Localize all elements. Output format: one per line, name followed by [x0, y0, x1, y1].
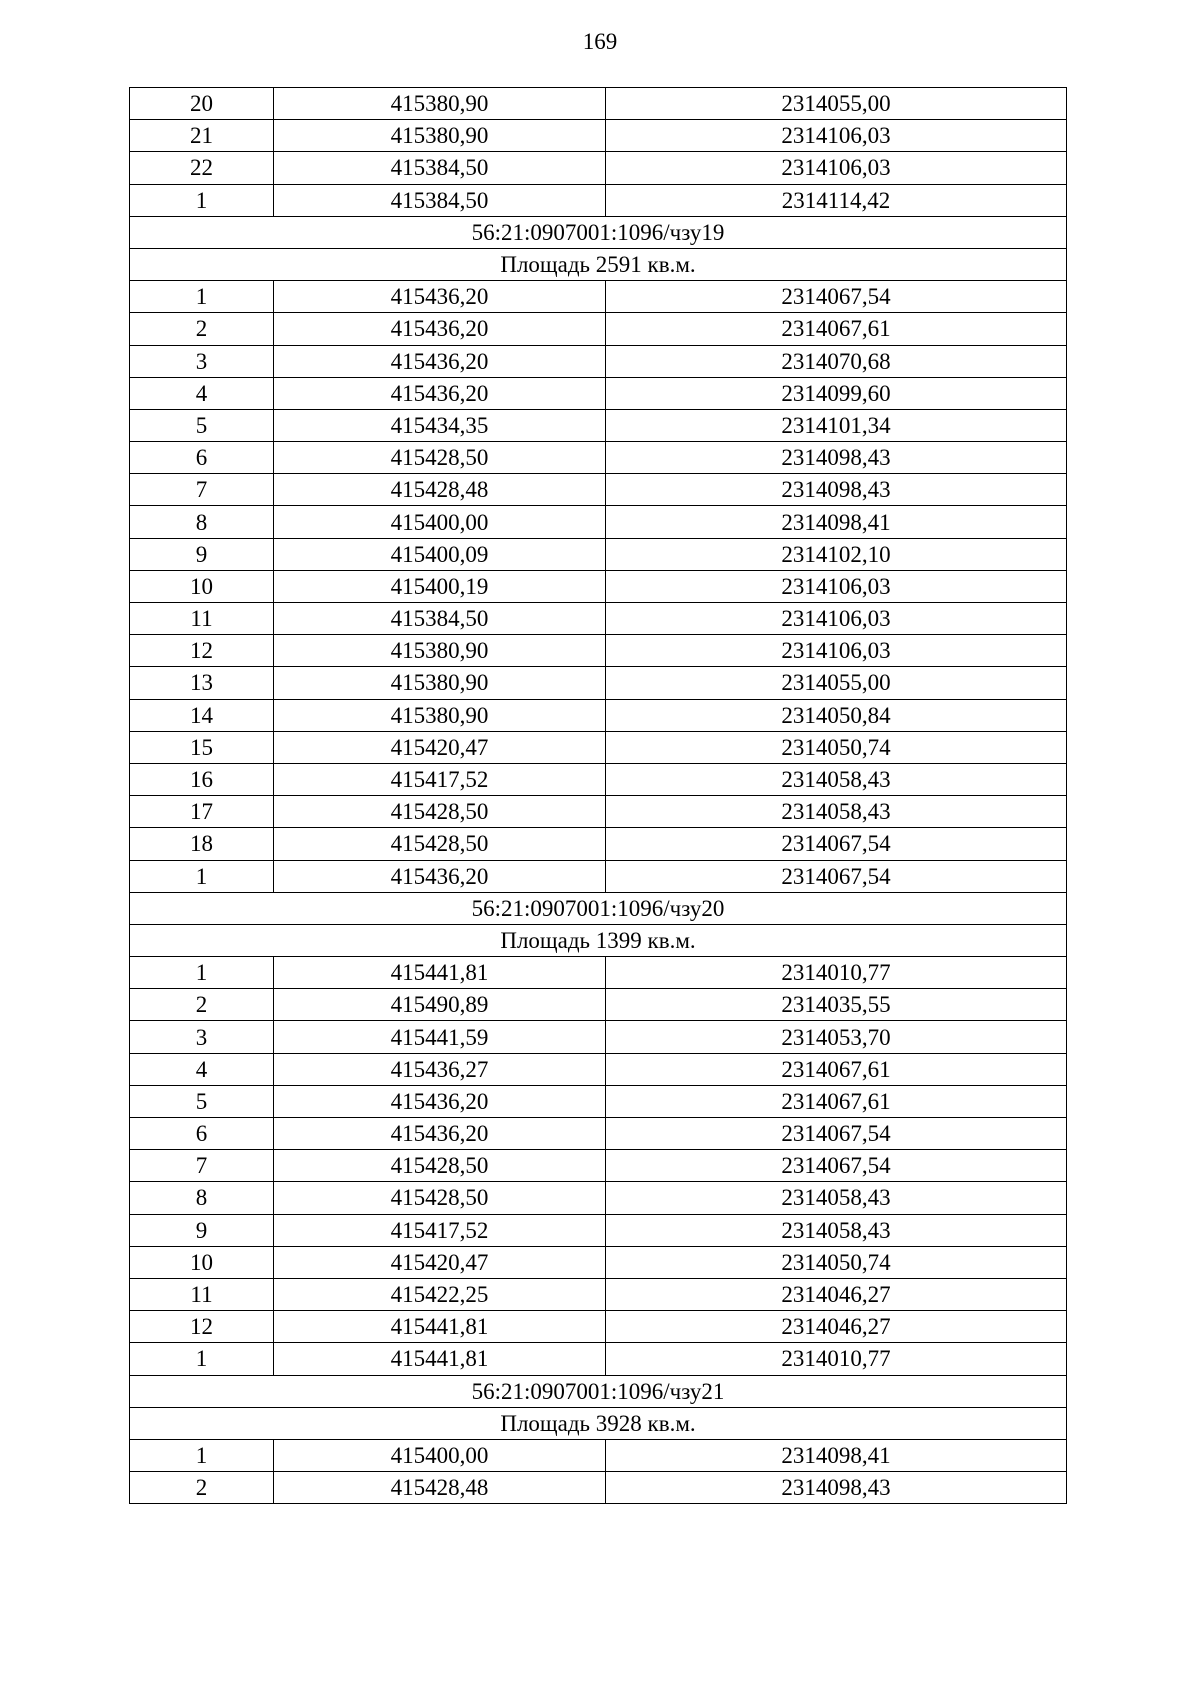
table-row [130, 538, 1067, 570]
x-coordinate-cell: 415380,90 [274, 88, 606, 120]
x-coordinate-cell: 415441,59 [274, 1021, 606, 1053]
x-coordinate-cell: 415380,90 [274, 699, 606, 731]
y-coordinate-cell: 2314070,68 [606, 345, 1067, 377]
table-row [130, 667, 1067, 699]
x-coordinate-cell: 415441,81 [274, 1343, 606, 1375]
y-coordinate-cell: 2314046,27 [606, 1278, 1067, 1310]
table-row [130, 635, 1067, 667]
point-number-cell: 11 [130, 603, 274, 635]
point-number-cell: 20 [130, 88, 274, 120]
y-coordinate-cell: 2314035,55 [606, 989, 1067, 1021]
table-row [130, 1150, 1067, 1182]
table-row [130, 409, 1067, 441]
x-coordinate-cell: 415384,50 [274, 152, 606, 184]
y-coordinate-cell: 2314106,03 [606, 603, 1067, 635]
y-coordinate-cell: 2314053,70 [606, 1021, 1067, 1053]
x-coordinate-cell: 415380,90 [274, 120, 606, 152]
y-coordinate-cell: 2314067,54 [606, 281, 1067, 313]
table-row [130, 1439, 1067, 1471]
x-coordinate-cell: 415428,48 [274, 474, 606, 506]
y-coordinate-cell: 2314098,41 [606, 1439, 1067, 1471]
table-row [130, 1343, 1067, 1375]
y-coordinate-cell: 2314106,03 [606, 120, 1067, 152]
x-coordinate-cell: 415380,90 [274, 667, 606, 699]
point-number-cell: 12 [130, 635, 274, 667]
y-coordinate-cell: 2314055,00 [606, 667, 1067, 699]
point-number-cell: 1 [130, 1439, 274, 1471]
table-row [130, 1085, 1067, 1117]
x-coordinate-cell: 415490,89 [274, 989, 606, 1021]
x-coordinate-cell: 415428,50 [274, 828, 606, 860]
x-coordinate-cell: 415384,50 [274, 184, 606, 216]
section-header-row [130, 248, 1067, 280]
y-coordinate-cell: 2314050,84 [606, 699, 1067, 731]
section-header-cell: Площадь 2591 кв.м. [130, 248, 1067, 280]
x-coordinate-cell: 415428,50 [274, 442, 606, 474]
table-row [130, 603, 1067, 635]
x-coordinate-cell: 415420,47 [274, 731, 606, 763]
y-coordinate-cell: 2314067,61 [606, 313, 1067, 345]
x-coordinate-cell: 415441,81 [274, 1311, 606, 1343]
point-number-cell: 7 [130, 474, 274, 506]
table-row [130, 88, 1067, 120]
table-row [130, 345, 1067, 377]
x-coordinate-cell: 415436,20 [274, 1085, 606, 1117]
point-number-cell: 1 [130, 860, 274, 892]
page-number: 169 [582, 29, 618, 54]
y-coordinate-cell: 2314046,27 [606, 1311, 1067, 1343]
y-coordinate-cell: 2314106,03 [606, 570, 1067, 602]
table-row [130, 184, 1067, 216]
point-number-cell: 10 [130, 1246, 274, 1278]
table-row [130, 1214, 1067, 1246]
x-coordinate-cell: 415428,50 [274, 1182, 606, 1214]
coordinates-table-body [130, 88, 1067, 1504]
y-coordinate-cell: 2314050,74 [606, 731, 1067, 763]
table-row [130, 474, 1067, 506]
y-coordinate-cell: 2314067,61 [606, 1053, 1067, 1085]
y-coordinate-cell: 2314106,03 [606, 152, 1067, 184]
table-row [130, 1182, 1067, 1214]
point-number-cell: 10 [130, 570, 274, 602]
section-header-cell: Площадь 3928 кв.м. [130, 1407, 1067, 1439]
x-coordinate-cell: 415441,81 [274, 957, 606, 989]
x-coordinate-cell: 415428,48 [274, 1472, 606, 1504]
point-number-cell: 8 [130, 506, 274, 538]
point-number-cell: 1 [130, 184, 274, 216]
table-row [130, 989, 1067, 1021]
table-row [130, 1053, 1067, 1085]
point-number-cell: 21 [130, 120, 274, 152]
y-coordinate-cell: 2314067,61 [606, 1085, 1067, 1117]
y-coordinate-cell: 2314098,43 [606, 474, 1067, 506]
y-coordinate-cell: 2314106,03 [606, 635, 1067, 667]
point-number-cell: 5 [130, 409, 274, 441]
table-row [130, 957, 1067, 989]
y-coordinate-cell: 2314067,54 [606, 828, 1067, 860]
table-row [130, 1246, 1067, 1278]
section-header-row [130, 1407, 1067, 1439]
x-coordinate-cell: 415434,35 [274, 409, 606, 441]
x-coordinate-cell: 415436,20 [274, 345, 606, 377]
x-coordinate-cell: 415428,50 [274, 1150, 606, 1182]
table-row [130, 731, 1067, 763]
section-header-cell: 56:21:0907001:1096/чзу21 [130, 1375, 1067, 1407]
y-coordinate-cell: 2314050,74 [606, 1246, 1067, 1278]
table-row [130, 1278, 1067, 1310]
table-row [130, 860, 1067, 892]
point-number-cell: 11 [130, 1278, 274, 1310]
y-coordinate-cell: 2314058,43 [606, 763, 1067, 795]
point-number-cell: 6 [130, 1118, 274, 1150]
point-number-cell: 13 [130, 667, 274, 699]
y-coordinate-cell: 2314058,43 [606, 796, 1067, 828]
table-row [130, 1118, 1067, 1150]
x-coordinate-cell: 415428,50 [274, 796, 606, 828]
y-coordinate-cell: 2314058,43 [606, 1214, 1067, 1246]
point-number-cell: 17 [130, 796, 274, 828]
point-number-cell: 18 [130, 828, 274, 860]
y-coordinate-cell: 2314010,77 [606, 957, 1067, 989]
y-coordinate-cell: 2314067,54 [606, 1150, 1067, 1182]
x-coordinate-cell: 415420,47 [274, 1246, 606, 1278]
y-coordinate-cell: 2314114,42 [606, 184, 1067, 216]
section-header-row [130, 924, 1067, 956]
section-header-row [130, 1375, 1067, 1407]
y-coordinate-cell: 2314067,54 [606, 860, 1067, 892]
x-coordinate-cell: 415400,19 [274, 570, 606, 602]
y-coordinate-cell: 2314101,34 [606, 409, 1067, 441]
point-number-cell: 9 [130, 1214, 274, 1246]
point-number-cell: 22 [130, 152, 274, 184]
table-row [130, 281, 1067, 313]
point-number-cell: 1 [130, 957, 274, 989]
x-coordinate-cell: 415400,09 [274, 538, 606, 570]
table-row [130, 570, 1067, 602]
point-number-cell: 7 [130, 1150, 274, 1182]
point-number-cell: 4 [130, 377, 274, 409]
point-number-cell: 2 [130, 1472, 274, 1504]
section-header-row [130, 892, 1067, 924]
x-coordinate-cell: 415436,20 [274, 377, 606, 409]
table-row [130, 796, 1067, 828]
point-number-cell: 9 [130, 538, 274, 570]
x-coordinate-cell: 415417,52 [274, 763, 606, 795]
point-number-cell: 15 [130, 731, 274, 763]
y-coordinate-cell: 2314067,54 [606, 1118, 1067, 1150]
table-row [130, 763, 1067, 795]
x-coordinate-cell: 415400,00 [274, 506, 606, 538]
x-coordinate-cell: 415422,25 [274, 1278, 606, 1310]
table-row [130, 828, 1067, 860]
point-number-cell: 1 [130, 281, 274, 313]
x-coordinate-cell: 415417,52 [274, 1214, 606, 1246]
table-row [130, 442, 1067, 474]
y-coordinate-cell: 2314098,43 [606, 1472, 1067, 1504]
x-coordinate-cell: 415400,00 [274, 1439, 606, 1471]
y-coordinate-cell: 2314055,00 [606, 88, 1067, 120]
x-coordinate-cell: 415436,27 [274, 1053, 606, 1085]
table-row [130, 1021, 1067, 1053]
table-row [130, 699, 1067, 731]
x-coordinate-cell: 415384,50 [274, 603, 606, 635]
x-coordinate-cell: 415380,90 [274, 635, 606, 667]
y-coordinate-cell: 2314098,43 [606, 442, 1067, 474]
section-header-cell: Площадь 1399 кв.м. [130, 924, 1067, 956]
section-header-cell: 56:21:0907001:1096/чзу19 [130, 216, 1067, 248]
point-number-cell: 2 [130, 989, 274, 1021]
x-coordinate-cell: 415436,20 [274, 281, 606, 313]
point-number-cell: 1 [130, 1343, 274, 1375]
table-row [130, 377, 1067, 409]
table-row [130, 152, 1067, 184]
table-row [130, 313, 1067, 345]
section-header-row [130, 216, 1067, 248]
y-coordinate-cell: 2314102,10 [606, 538, 1067, 570]
y-coordinate-cell: 2314098,41 [606, 506, 1067, 538]
x-coordinate-cell: 415436,20 [274, 313, 606, 345]
table-row [130, 506, 1067, 538]
point-number-cell: 12 [130, 1311, 274, 1343]
y-coordinate-cell: 2314099,60 [606, 377, 1067, 409]
section-header-cell: 56:21:0907001:1096/чзу20 [130, 892, 1067, 924]
table-row [130, 1472, 1067, 1504]
point-number-cell: 14 [130, 699, 274, 731]
table-row [130, 1311, 1067, 1343]
y-coordinate-cell: 2314058,43 [606, 1182, 1067, 1214]
point-number-cell: 8 [130, 1182, 274, 1214]
point-number-cell: 4 [130, 1053, 274, 1085]
point-number-cell: 3 [130, 1021, 274, 1053]
x-coordinate-cell: 415436,20 [274, 1118, 606, 1150]
point-number-cell: 16 [130, 763, 274, 795]
y-coordinate-cell: 2314010,77 [606, 1343, 1067, 1375]
point-number-cell: 3 [130, 345, 274, 377]
coordinates-table [129, 87, 1067, 1504]
point-number-cell: 6 [130, 442, 274, 474]
table-row [130, 120, 1067, 152]
x-coordinate-cell: 415436,20 [274, 860, 606, 892]
point-number-cell: 5 [130, 1085, 274, 1117]
point-number-cell: 2 [130, 313, 274, 345]
